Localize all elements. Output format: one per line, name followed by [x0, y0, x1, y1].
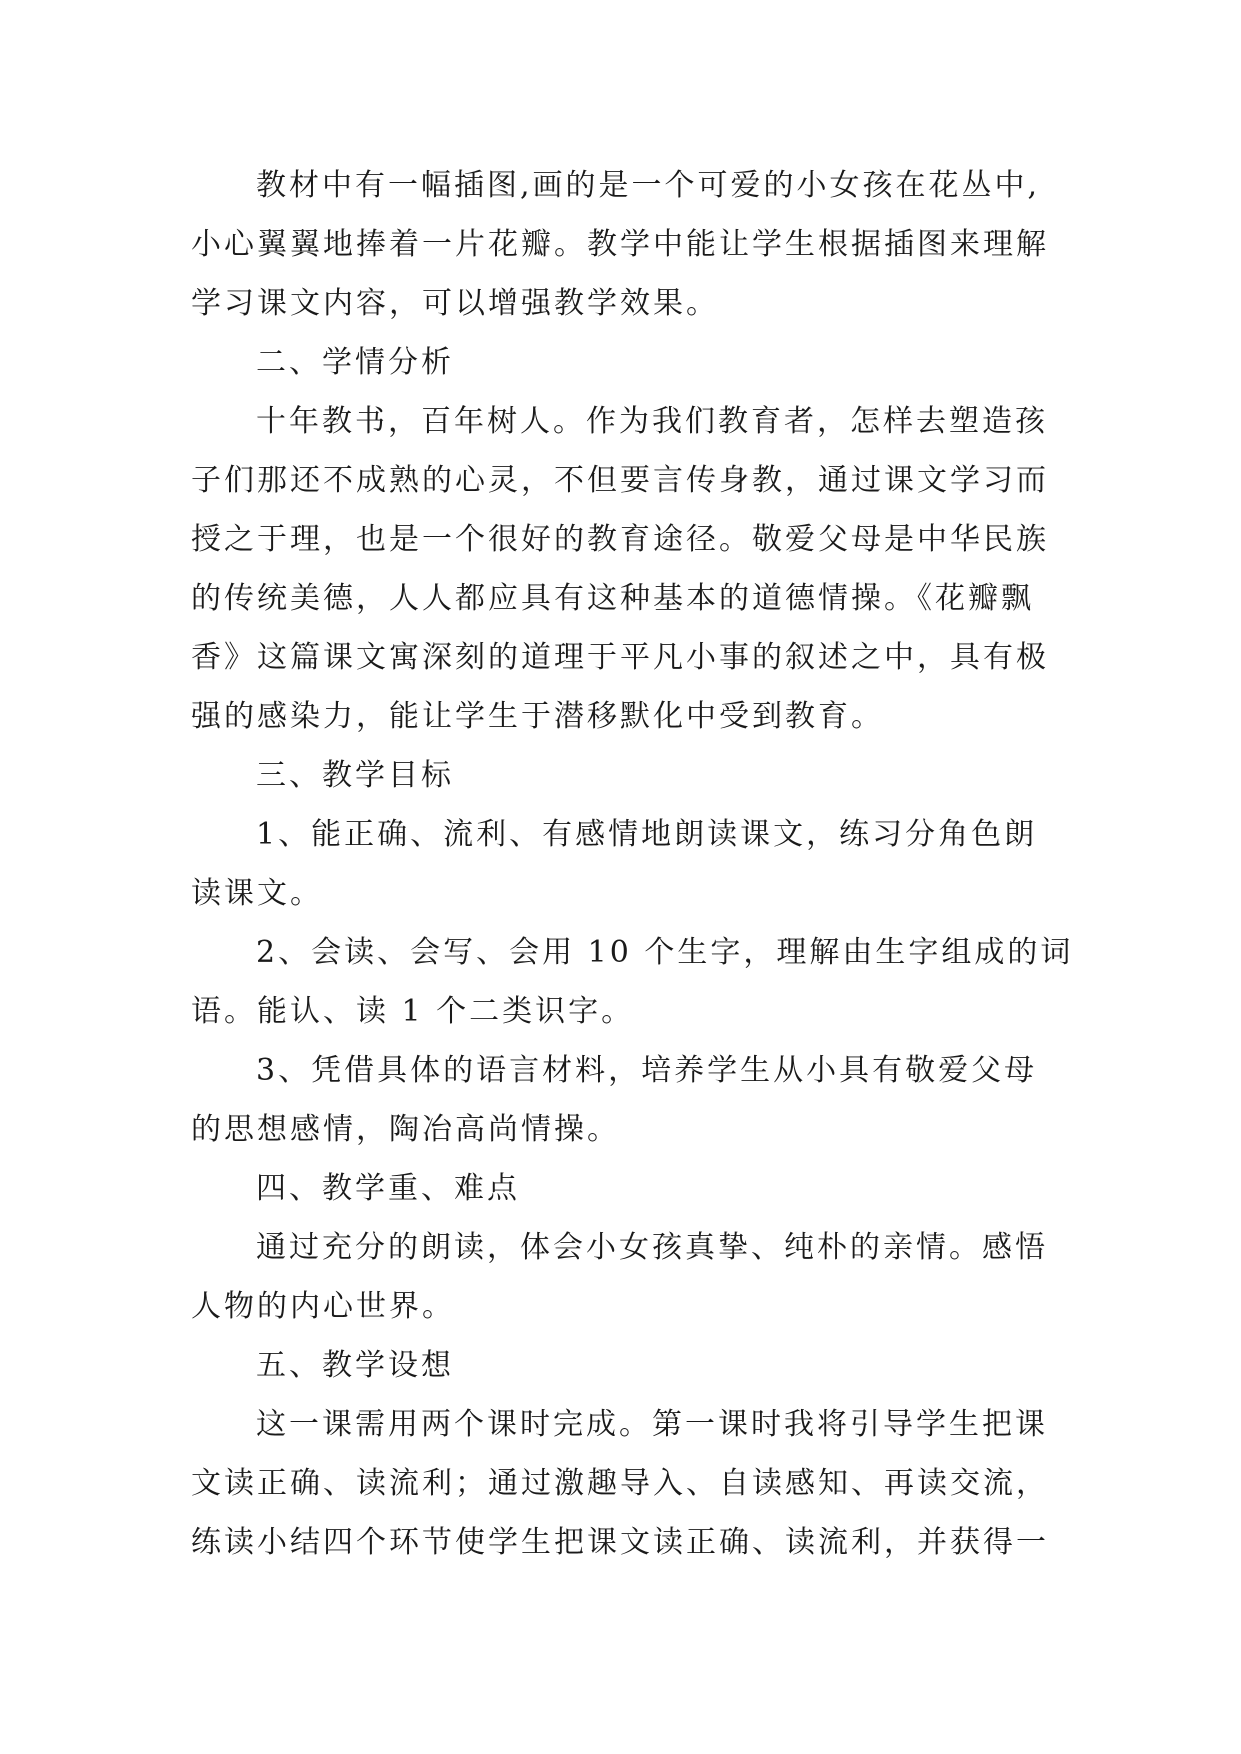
- paragraph-line: 文读正确、读流利；通过激趣导入、自读感知、再读交流，: [191, 1466, 1049, 1501]
- paragraph-line: 子们那还不成熟的心灵，不但要言传身教，通过课文学习而: [191, 463, 1049, 498]
- paragraph-line: 练读小结四个环节使学生把课文读正确、读流利，并获得一: [191, 1525, 1049, 1560]
- paragraph-line: 授之于理，也是一个很好的教育途径。敬爱父母是中华民族: [191, 522, 1049, 557]
- paragraph-line: 3、凭借具体的语言材料，培养学生从小具有敬爱父母: [256, 1053, 1038, 1088]
- paragraph-line: 的思想感情，陶冶高尚情操。: [191, 1112, 620, 1147]
- paragraph-line: 2、会读、会写、会用 10 个生字，理解由生字组成的词: [256, 935, 1074, 970]
- paragraph-line: 1、能正确、流利、有感情地朗读课文，练习分角色朗: [256, 817, 1038, 852]
- paragraph-line: 教材中有一幅插图,画的是一个可爱的小女孩在花丛中,: [256, 168, 1041, 203]
- paragraph-line: 学习课文内容，可以增强教学效果。: [191, 286, 719, 321]
- paragraph-line: 通过充分的朗读，体会小女孩真挚、纯朴的亲情。感悟: [256, 1230, 1048, 1265]
- paragraph-line: 这一课需用两个课时完成。第一课时我将引导学生把课: [256, 1407, 1048, 1442]
- paragraph-line: 小心翼翼地捧着一片花瓣。教学中能让学生根据插图来理解: [191, 227, 1049, 262]
- section-heading: 四、教学重、难点: [256, 1171, 520, 1206]
- paragraph-line: 强的感染力，能让学生于潜移默化中受到教育。: [191, 699, 884, 734]
- paragraph-line: 香》这篇课文寓深刻的道理于平凡小事的叙述之中，具有极: [191, 640, 1049, 675]
- paragraph-line: 的传统美德，人人都应具有这种基本的道德情操。《花瓣飘: [191, 581, 1034, 616]
- paragraph-line: 人物的内心世界。: [191, 1289, 455, 1324]
- section-heading: 五、教学设想: [256, 1348, 454, 1383]
- section-heading: 二、学情分析: [256, 345, 454, 380]
- section-heading: 三、教学目标: [256, 758, 454, 793]
- paragraph-line: 十年教书，百年树人。作为我们教育者，怎样去塑造孩: [256, 404, 1048, 439]
- paragraph-line: 读课文。: [191, 876, 323, 911]
- paragraph-line: 语。能认、读 1 个二类识字。: [191, 994, 635, 1029]
